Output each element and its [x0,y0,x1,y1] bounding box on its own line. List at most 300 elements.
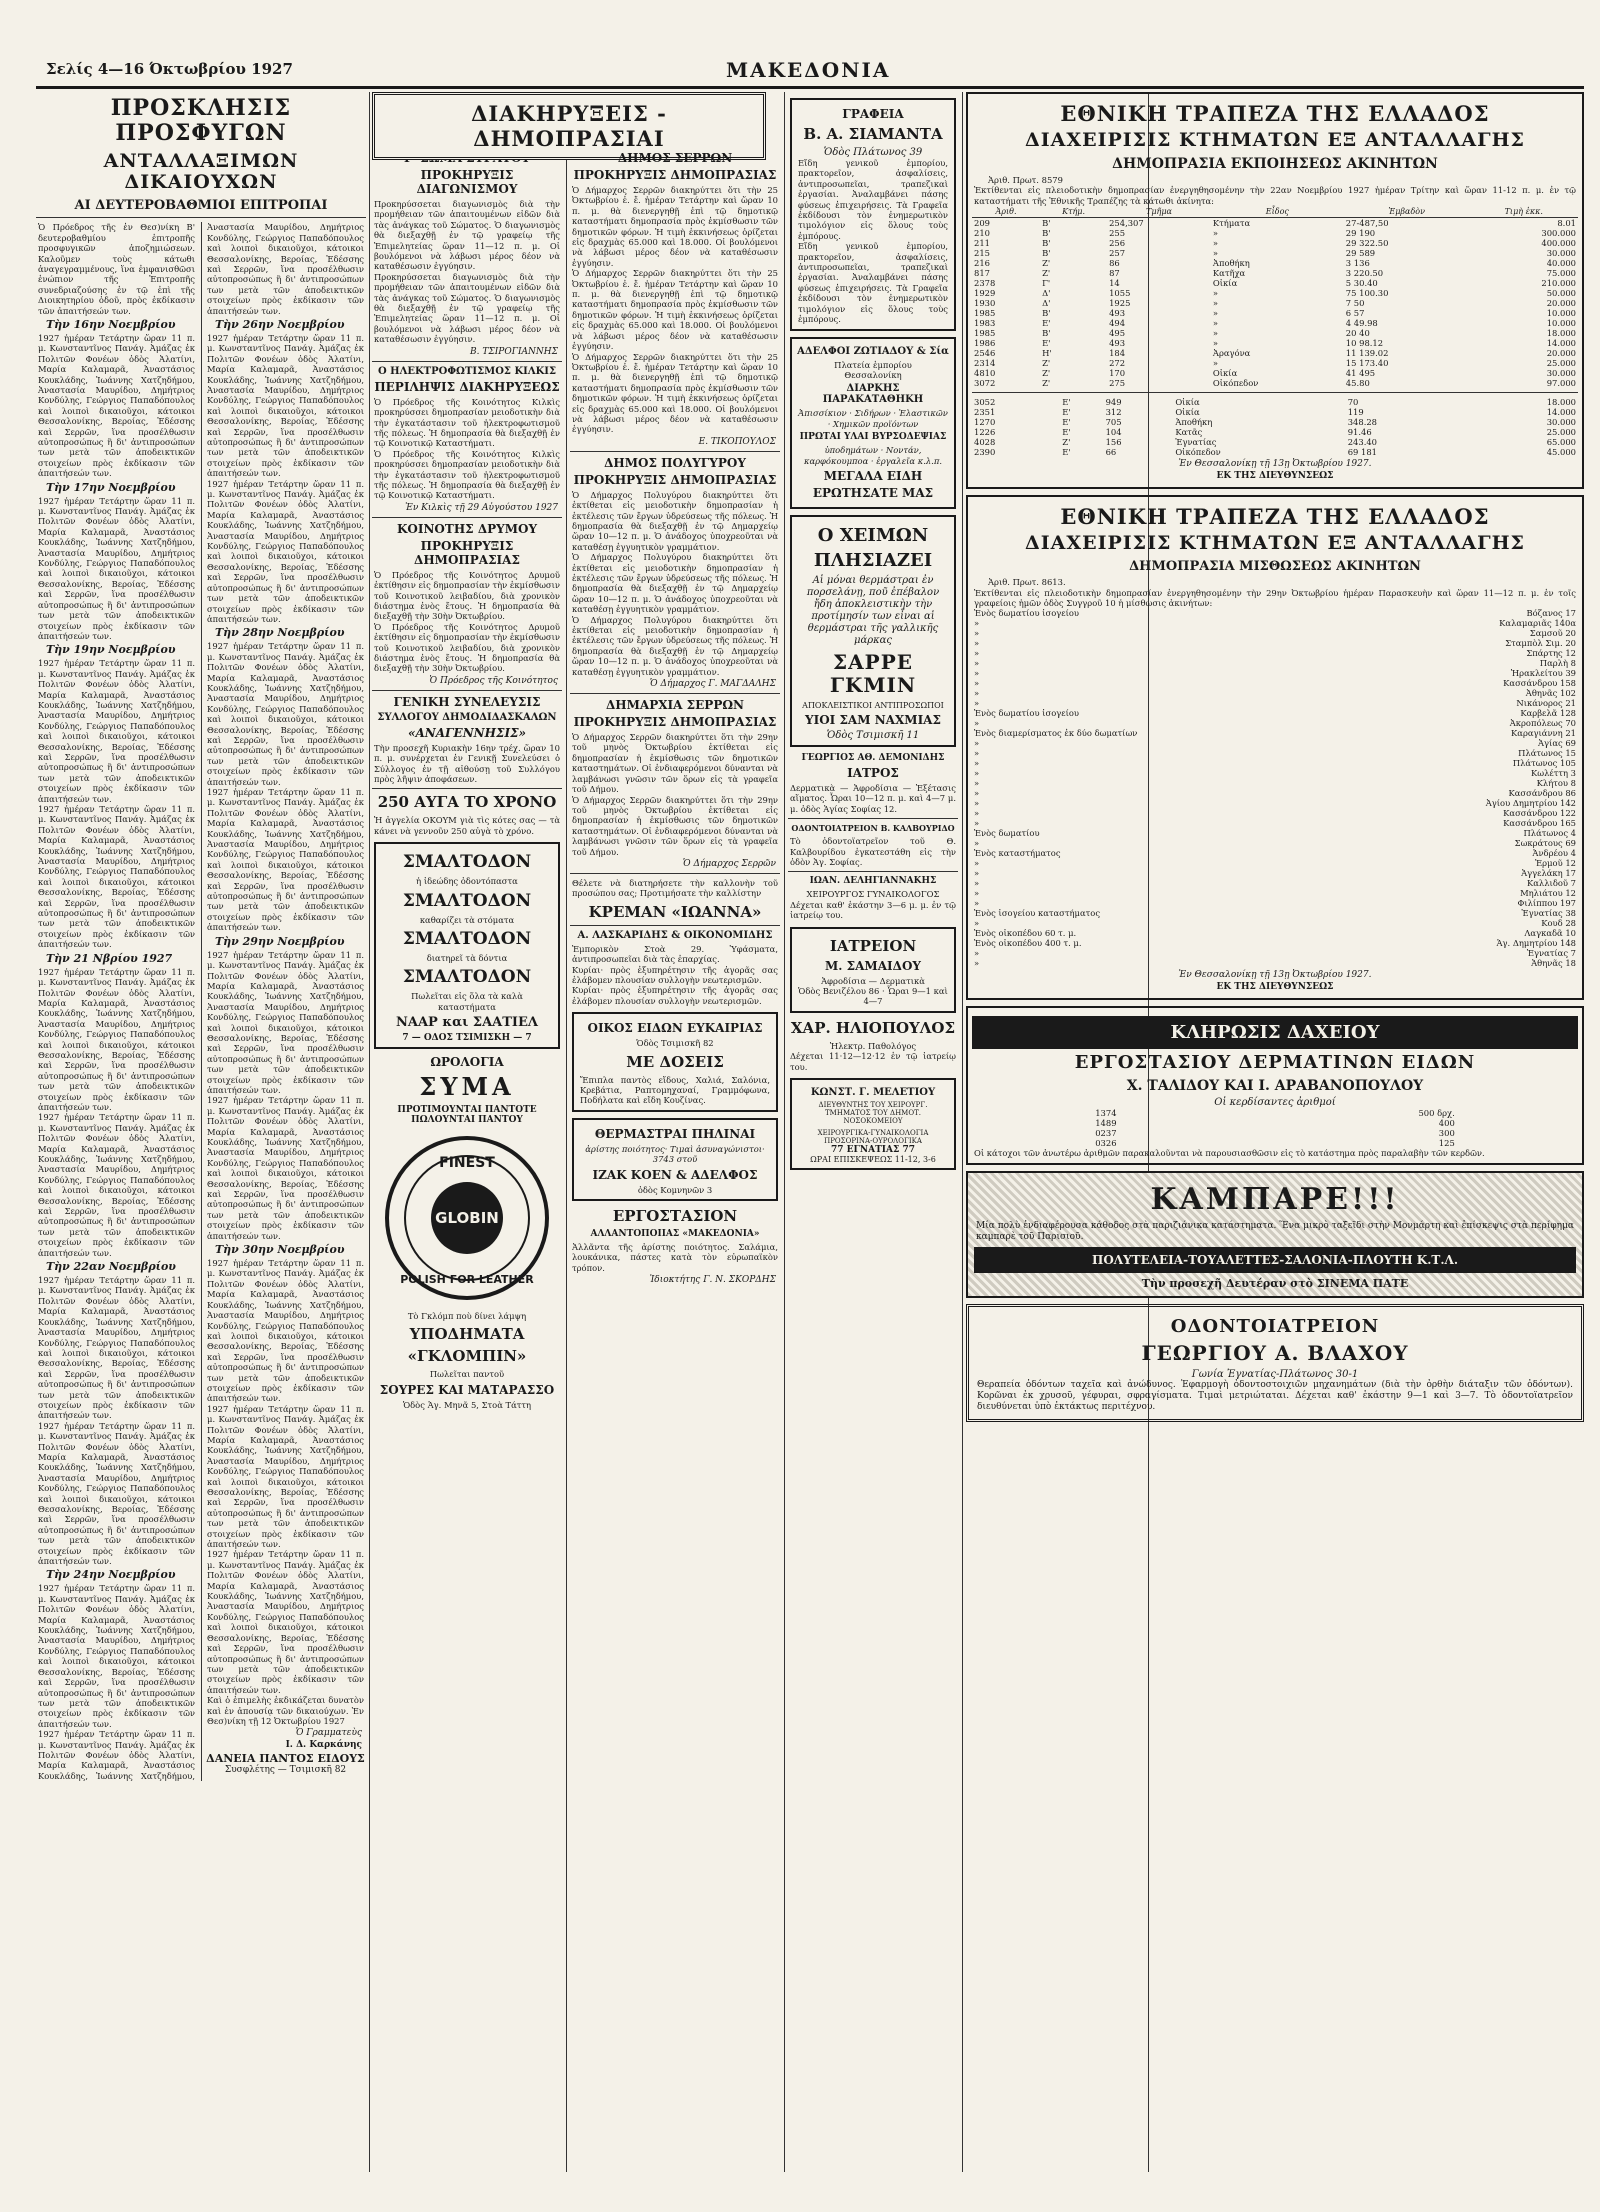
vlachos-dentist-ad [966,1304,1584,1422]
table-cell: » [974,918,980,929]
table-cell: » [974,648,980,659]
table-cell: Ε' [1062,427,1071,438]
watches-tagline: ΠΡΟΤΙΜΟΥΝΤΑΙ ΠΑΝΤΟΤΕ ΠΩΛΟΥΝΤΑΙ ΠΑΝΤΟΥ [397,1104,537,1125]
table-cell: 41 495 [1345,368,1376,379]
table-cell: 493 [1109,308,1126,319]
bank-sale-body: Ἐκτίθενται εἰς πλειοδοτικὴν δημοπρασίαν ἐνεργηθησομένην τὴν 22αν Νοεμβρίου 1927 ἡμέραν Τρίτην καὶ ὥραν 11-12 π. μ. ἐν τῷ καταστήματι τῆς Ἐθνικῆς Τραπέζης τὰ κάτωθι ἀκίνητα: [974,185,1576,206]
table-cell: 69 181 [1347,447,1378,458]
eggs-ad-body: Ἡ ἀγγελία ΟΚΟΥΜ γιὰ τὶς κότες σας — τὰ κάνει νὰ γεννοῦν 250 αὐγὰ τὸ χρόνο. [374,815,560,836]
table-cell: 500 δρχ. [1418,1108,1455,1119]
globin-sold: Πωλεῖται παντοῦ [429,1369,505,1380]
table-cell: Ἐγνατίας [1175,437,1217,448]
table-cell: » [974,638,980,649]
table-cell: 210 [974,228,990,239]
notice-paragraph: 1927 ἡμέραν Τετάρτην ὥραν 11 π. μ. Κωνσταντῖνος Πανάγ. Ἀμάζας ἐκ Πολιτῶν Φονέων ὁδὸς Ἀλατίνι, Μαρία Καλαμαρᾶ, Ἀναστάσιος Κουκλάδης, Ἰωάννης Χατζηδήμου, Ἀναστασία Μαυρίδου, Δημήτριος Κονδύλης, Γεώργιος Παπαδόπουλος καὶ λοιποὶ δικαιοῦχοι, κάτοικοι Θεσσαλονίκης, Βεροίας, Ἐδέσσης καὶ Σερρῶν, ἵνα προσέλθωσιν αὐτοπροσώπως ἢ δι' ἀντιπροσώπων των μετὰ τῶν ἀποδεικτικῶν στοιχείων πρὸς ἐκδίκασιν τῶν ἀπαιτήσεών των. [207,1095,364,1241]
polygyros-title: ΔΗΜΟΣ ΠΟΛΥΓΥΡΟΥ [604,455,746,470]
smaltodon-brand: ΣΜΑΛΤΟΔΟΝ [402,852,532,873]
vlachos-name: ΓΕΩΡΓΙΟΥ Α. ΒΛΑΧΟΥ [1141,1340,1409,1365]
stove-winter: Ο ΧΕΙΜΩΝ [817,524,929,546]
table-cell: Ἀθηνᾶς 18 [1531,958,1576,969]
table-cell: Ε' [1062,447,1071,458]
table-cell: » [974,628,980,639]
table-row [972,278,1578,288]
assembly-subtitle: ΣΥΛΛΟΓΟΥ ΔΗΜΟΔΙΔΑΣΚΑΛΩΝ [377,711,557,723]
table-cell: » [1212,318,1219,329]
globin-logo [372,1133,562,1303]
demonidis-name: ΓΕΩΡΓΙΟΣ ΑΘ. ΔΕΜΟΝΙΔΗΣ [801,752,945,763]
table-cell: 1226 [974,427,996,438]
bank-sale-title: ΔΗΜΟΠΡΑΣΙΑ ΕΚΠΟΙΗΣΕΩΣ ΑΚΙΝΗΤΩΝ [1112,155,1438,172]
stamp-top-text: FINEST [439,1154,495,1171]
date-heading: Τὴν 29ην Νοεμβρίου [215,934,345,948]
table-cell: Ἐγνατίας 7 [1526,948,1576,959]
table-cell: » [974,948,980,959]
serres-mayor-title: ΔΗΜΑΡΧΙΑ ΣΕΡΡΩΝ [605,698,744,713]
date-heading: Τὴν 24ην Νοεμβρίου [46,1568,176,1582]
laskaridis-title: Α. ΛΑΣΚΑΡΙΔΗΣ & ΟΙΚΟΝΟΜΙΔΗΣ [577,929,773,941]
table-cell: Ζ' [1062,437,1071,448]
table-cell: 27-487,50 [1345,218,1389,229]
table-cell: Οἰκία [1212,278,1238,289]
table-cell: 156 [1105,437,1122,448]
table-cell: 87 [1109,268,1120,279]
bank-sale-ref: Ἀριθ. Πρωτ. 8579 [988,174,1063,185]
zotiadou-ad [790,337,956,509]
table-cell: Οἰκία [1175,407,1200,418]
business-column-a [788,92,958,2172]
table-row [972,328,1578,338]
date-heading: Τὴν 21 Νβρίου 1927 [46,951,173,965]
divider [972,392,1578,393]
table-row [972,798,1578,808]
siamanta-name: Β. Α. ΣΙΑΜΑΝΤΑ [803,125,943,143]
table-row [972,298,1578,308]
table-cell: 3 220.50 [1345,268,1384,279]
table-row [972,698,1578,708]
column-header: Κτήμ. [1040,206,1107,218]
divider [372,361,562,362]
table-cell: Ε' [1062,417,1071,428]
table-row [972,838,1578,848]
table-row [972,338,1578,348]
table-cell: Καλαμαριᾶς 140α [1499,618,1576,629]
lottery-factory: ΕΡΓΟΣΤΑΣΙΟΥ ΔΕΡΜΑΤΙΝΩΝ ΕΙΔΩΝ [1074,1052,1476,1074]
table-cell: 14 [1109,278,1120,289]
table-cell: » [974,788,980,799]
table-cell: Ἡρακλείτου 39 [1510,668,1576,679]
notice-intro: Ὁ Πρόεδρος τῆς ἐν Θεσ)νίκη Β' δευτεροβαθμίου ἐπιτροπῆς προσφυγικῶν ἀποζημιώσεων. Καλοῦμεν τοὺς κάτωθι ἀναγεγραμμένους, ἵνα ἐμφανισθῶσι ἐνώπιον τῆς Ἐπιτροπῆς συνεδριαζούσης ἐν τῷ ἐπὶ τῆς Διοικητηρίου ὁδοῦ, πρὸς ἐκδίκασιν τῶν ἀπαιτήσεών των. [38,222,195,316]
bank-lease-ref: Ἀριθ. Πρωτ. 8613. [988,577,1066,588]
bargain-house-ad [572,1012,778,1112]
bank-title: ΕΘΝΙΚΗ ΤΡΑΠΕΖΑ ΤΗΣ ΕΛΛΑΔΟΣ [1060,504,1490,530]
refugee-notice-column [36,92,366,2172]
stove-ad [790,515,956,747]
table-cell: 11 139.02 [1345,348,1389,359]
table-row [972,248,1578,258]
bank-title: ΕΘΝΙΚΗ ΤΡΑΠΕΖΑ ΤΗΣ ΕΛΛΑΔΟΣ [1060,101,1490,126]
table-cell: Β' [1042,238,1051,249]
table-cell: » [974,678,980,689]
table-cell: 91.46 [1347,427,1372,438]
kalvouridis-name: ΟΔΟΝΤΟΙΑΤΡΕΙΟΝ Β. ΚΑΛΒΟΥΡΙΔΟ [791,823,955,834]
table-cell: 86 [1109,258,1120,269]
table-cell: » [974,718,980,729]
table-cell: » [974,868,980,879]
table-row [972,828,1578,838]
table-cell: Ε' [1042,318,1051,329]
sausage-factory-title: ΕΡΓΟΣΤΑΣΙΟΝ [612,1207,738,1226]
table-cell: Φιλίππου 197 [1517,898,1576,909]
column-header: Τιμὴ ἐκκ. [1470,206,1578,218]
table-cell: 300 [1438,1128,1455,1139]
bank-sale-notice [966,92,1584,489]
table-cell: 25.000 [1546,427,1576,438]
table-cell: 25.000 [1546,358,1576,369]
bank-lease-notice [966,495,1584,1000]
notice-paragraph: 1927 ἡμέραν Τετάρτην ὥραν 11 π. μ. Κωνσταντῖνος Πανάγ. Ἀμάζας ἐκ Πολιτῶν Φονέων ὁδὸς Ἀλατίνι, Μαρία Καλαμαρᾶ, Ἀναστάσιος Κουκλάδης, Ἰωάννης Χατζηδήμου, Ἀναστασία Μαυρίδου, Δημήτριος Κονδύλης, Γεώργιος Παπαδόπουλος καὶ λοιποὶ δικαιοῦχοι, κάτοικοι Θεσσαλονίκης, Βεροίας, Ἐδέσσης καὶ Σερρῶν, ἵνα προσέλθωσιν αὐτοπροσώπως ἢ δι' ἀντιπροσώπων των μετὰ τῶν ἀποδεικτικῶν στοιχείων πρὸς ἐκδίκασιν τῶν ἀπαιτήσεών των. [38,222,364,1781]
table-row [972,808,1578,818]
stove-agents: ΥΙΟΙ ΣΑΜ ΝΑΧΜΙΑΣ [805,712,941,727]
table-cell: 45.000 [1546,447,1576,458]
table-row [972,888,1578,898]
table-row [972,718,1578,728]
table-cell: 3 136 [1345,258,1370,269]
watches-brand: ΣΥΜΑ [419,1072,515,1102]
table-cell: Νικάνορος 21 [1516,698,1576,709]
table-row [972,958,1578,968]
table-row [972,728,1578,738]
table-cell: Κασσάνδρου 158 [1503,678,1576,689]
table-row [972,948,1578,958]
iliopoulos-title: Ἠλεκτρ. Παθολόγος [829,1040,917,1051]
table-cell: » [1212,328,1219,339]
table-cell: 30.000 [1546,368,1576,379]
cabaret-venue: Τὴν προσεχῆ Δευτέραν στὸ ΣΙΝΕΜΑ ΠΑΤΕ [1141,1277,1409,1290]
table-cell: Ἀγίας 69 [1537,738,1576,749]
table-cell: 10.000 [1546,318,1576,329]
table-cell: 4810 [974,368,996,379]
date-heading: Τὴν 19ην Νοεμβρίου [46,643,176,657]
date-heading: Τὴν 22αν Νοεμβρίου [46,1260,176,1274]
date-heading: Τὴν 26ην Νοεμβρίου [215,317,345,331]
cabaret-title: ΚΑΜΠΑΡΕ!!! [1150,1181,1400,1217]
column-header: Τμῆμα [1107,206,1211,218]
table-cell: » [1212,228,1219,239]
tender-body: Προκηρύσσεται διαγωνισμὸς διὰ τὴν προμήθειαν τῶν ἀπαιτουμένων εἰδῶν διὰ τὰς ἀνάγκας τοῦ Σώματος. Ὁ διαγωνισμὸς θὰ διεξαχθῇ ἐν τῷ γραφείῳ τῆς Ἐπιμελητείας ὥραν 11—12 π. μ. Οἱ βουλόμενοι νὰ λάβωσι μέρος δέον νὰ καταθέσωσιν ἐγγύησιν. [374,199,560,272]
siamanta-body: Εἴδη γενικοῦ ἐμπορίου, πρακτορεῖον, ἀσφαλίσεις, ἀντιπροσωπεῖαι, τραπεζικαὶ ἐργασίαι. Ἀναλαμβάνει πάσης φύσεως ἐπιχειρήσεις. Τὰ Γραφεῖα ἐκδίδουσι τὸν ἐνημερωτικὸν τιμολόγιον εἰς ὅλους τοὺς ἐμπόρους. [798,158,948,241]
drymos-body: Ὁ Πρόεδρος τῆς Κοινότητος Δρυμοῦ ἐκτίθησιν εἰς δημοπρασίαν τὴν ἐκμίσθωσιν τοῦ Κοινοτικοῦ λειβαδίου, διὰ χρονικὸν διάστημα ἑνὸς ἔτους. Ἡ δημοπρασία θὰ διεξαχθῇ τὴν 30ὴν Ὀκτωβρίου. [374,569,561,622]
table-cell: » [974,698,980,709]
table-row [972,218,1578,229]
table-cell: » [974,808,980,819]
table-cell: 300.000 [1541,228,1576,239]
table-cell: 210.000 [1541,278,1576,289]
table-cell: 97.000 [1546,378,1576,389]
table-cell: 1055 [1109,288,1131,299]
table-cell: Κασσάνδρου 165 [1503,818,1576,829]
assembly-body: Τὴν προσεχῆ Κυριακὴν 16ην τρέχ. ὥραν 10 π. μ. συνέρχεται ἐν Γενικῇ Συνελεύσει ὁ Σύλλογος ἐν τῇ αἰθούσῃ τοῦ Συλλόγου πρὸς λῆψιν ἀποφάσεων. [374,742,560,785]
table-cell: Ἀποθήκη [1212,258,1250,269]
table-cell: Σωκράτους 69 [1514,838,1576,849]
bargain-title: ΟΙΚΟΣ ΕΙΔΩΝ ΕΥΚΑΙΡΙΑΣ [587,1021,763,1036]
table-cell: 216 [974,258,990,269]
table-cell: » [974,658,980,669]
serres-subtitle: ΠΡΟΚΗΡΥΞΙΣ ΔΗΜΟΠΡΑΣΙΑΣ [573,168,777,182]
table-cell: Ἑνὸς οἰκοπέδου 400 τ. μ. [974,938,1082,949]
bargain-body: Ἔπιπλα παντὸς εἴδους, Χαλιά, Σαλόνια, Κρεβάτια, Ραπτομηχαναί, Γραμμόφωνα, Ποδήλατα καὶ εἴδη Κουζίνας. [580,1074,770,1106]
table-cell: » [974,748,980,759]
signature-title: Ὁ Γραμματεὺς [295,1728,362,1739]
table-row [972,708,1578,718]
table-cell: 30.000 [1546,248,1576,259]
table-header [972,206,1578,218]
table-row [972,638,1578,648]
loans-ad: ΔΑΝΕΙΑ ΠΑΝΤΟΣ ΕΙΔΟΥΣ [206,1752,365,1766]
table-cell: 3072 [974,378,996,389]
table-cell: Οἰκόπεδον [1212,378,1259,389]
table-cell: » [974,888,980,899]
table-cell: Οἰκόπεδον [1175,447,1221,458]
table-cell: 949 [1105,397,1122,408]
table-cell: 170 [1109,368,1126,379]
date-heading: Τὴν 17ην Νοεμβρίου [46,480,176,494]
column-header: Εἶδος [1211,206,1344,218]
table-cell: Κασσάνδρου 86 [1508,788,1576,799]
table-cell: 495 [1109,328,1126,339]
municipal-column [570,92,780,2172]
iliopoulos-name: ΧΑΡ. ΗΛΙΟΠΟΥΛΟΣ [790,1018,956,1037]
table-cell: » [974,818,980,829]
notice-title: ΠΡΟΣΚΛΗΣΙΣ ΠΡΟΣΦΥΓΩΝ [110,95,292,147]
divider [372,517,562,518]
table-cell: Ἑνὸς διαμερίσματος ἐκ δύο δωματίων [974,728,1138,739]
table-cell: 255 [1109,228,1126,239]
table-cell: » [974,898,980,909]
table-row [972,378,1578,388]
bank-lease-signature: ΕΚ ΤΗΣ ΔΙΕΥΘΥΝΣΕΩΣ [1216,982,1334,993]
smaltodon-tagline: καθαρίζει τὰ στόματα [419,914,515,925]
zotiadou-items: Ἀπισσίκιον · Σιδήρων · Ἐλαστικῶν · Χημικῶν προϊόντων [798,408,948,429]
table-cell: 211 [974,238,990,249]
table-cell: Ἑνὸς οἰκοπέδου 60 τ. μ. [974,928,1077,939]
heaters-seller: ΙΖΑΚ ΚΟΕΝ & ΑΔΕΛΦΟΣ [592,1167,758,1182]
tender-signature: Β. ΤΣΙΡΟΓΙΑΝΝΗΣ [470,346,558,357]
table-cell: 348.28 [1347,417,1378,428]
table-cell: » [974,738,980,749]
lottery-table [1093,1108,1457,1148]
polygyros-body: Ὁ Δήμαρχος Πολυγύρου διακηρύττει ὅτι ἐκτίθεται εἰς μειοδοτικὴν δημοπρασίαν ἡ ἐκτέλεσις τῶν ἔργων ὑδρεύσεως τῆς πόλεως. Ἡ δημοπρασία θὰ διεξαχθῇ ἐν τῷ Δημαρχείῳ ὥραν 10—12 π. μ. Ὁ ἀνάδοχος ὑποχρεοῦται νὰ καταθέσῃ ἐγγυητικὸν γραμμάτιον. [572,552,778,615]
table-cell: Σπάρτης 12 [1526,648,1576,659]
table-row [972,427,1578,437]
table-cell: 493 [1109,338,1126,349]
serres-mayor-subtitle: ΠΡΟΚΗΡΥΞΙΣ ΔΗΜΟΠΡΑΣΙΑΣ [573,715,777,730]
table-cell: » [974,758,980,769]
polygyros-signature: Ὁ Δήμαρχος Γ. ΜΑΓΔΑΛΗΣ [649,679,776,690]
samaidou-name: Μ. ΣΑΜΑΙΔΟΥ [825,958,921,973]
lottery-notice [966,1006,1584,1164]
table-cell: Ἐγνατίας 38 [1521,908,1576,919]
table-cell: Σταμπὸλ Σιμ. 20 [1505,638,1576,649]
table-cell: 1985 [974,328,996,339]
table-cell: 1983 [974,318,996,329]
divider [372,788,562,789]
table-cell: 2390 [974,447,996,458]
divider [570,693,780,694]
table-row [972,437,1578,447]
table-cell: 2314 [974,358,996,369]
notice-paragraph: 1927 ἡμέραν Τετάρτην ὥραν 11 π. μ. Κωνσταντῖνος Πανάγ. Ἀμάζας ἐκ Πολιτῶν Φονέων ὁδὸς Ἀλατίνι, Μαρία Καλαμαρᾶ, Ἀναστάσιος Κουκλάδης, Ἰωάννης Χατζηδήμου, Ἀναστασία Μαυρίδου, Δημήτριος Κονδύλης, Γεώργιος Παπαδόπουλος καὶ λοιποὶ δικαιοῦχοι, κάτοικοι Θεσσαλονίκης, Βεροίας, Ἐδέσσης καὶ Σερρῶν, ἵνα προσέλθωσιν αὐτοπροσώπως ἢ δι' ἀντιπροσώπων των μετὰ τῶν ἀποδεικτικῶν στοιχείων πρὸς ἐκδίκασιν τῶν ἀπαιτήσεών των. [207,1403,364,1550]
sausage-factory-body: Ἀλλᾶντα τῆς ἀρίστης ποιότητος. Σαλάμια, λουκάνικα, πάστες κατὰ τὸν εὐρωπαϊκὸν τρόπον. [572,1242,778,1273]
table-row [972,738,1578,748]
globin-shoes: ΥΠΟΔΗΜΑΤΑ [409,1325,525,1344]
table-row [972,318,1578,328]
sale-table-2-body [972,397,1578,457]
smaltodon-brand: ΣΜΑΛΤΟΔΟΝ [402,890,532,911]
table-cell: 1930 [974,298,996,309]
table-cell: Ἁγ. Δημητρίου 148 [1496,938,1576,949]
table-cell: 18.000 [1546,328,1576,339]
table-cell: 494 [1109,318,1126,329]
vlachos-body: Θεραπεία ὀδόντων ταχεῖα καὶ ἀνώδυνος. Ἐφαρμογὴ ὀδοντοστοιχιῶν μηχανημάτων (διὰ τὴν ὀρθὴν διάταξιν τῶν ὀδόντων). Κορῶναι ἐκ χρυσοῦ, γέφυραι, σφραγίσματα. Τιμαὶ μετριώταται. Δέχεται καθ' ἑκάστην 9—1 καὶ 3—7. Τὸ ὀδοντοϊατρεῖον διευθύνεται ὑπὸ ἐκτάκτως περιτέχνου. [977,1379,1573,1412]
table-cell: 257 [1109,248,1126,259]
table-cell: 75.000 [1546,268,1576,279]
notice-paragraph: 1927 ἡμέραν Τετάρτην ὥραν 11 π. μ. Κωνσταντῖνος Πανάγ. Ἀμάζας ἐκ Πολιτῶν Φονέων ὁδὸς Ἀλατίνι, Μαρία Καλαμαρᾶ, Ἀναστάσιος Κουκλάδης, Ἰωάννης Χατζηδήμου, Ἀναστασία Μαυρίδου, Δημήτριος Κονδύλης, Γεώργιος Παπαδόπουλος καὶ λοιποὶ δικαιοῦχοι, κάτοικοι Θεσσαλονίκης, Βεροίας, Ἐδέσσης καὶ Σερρῶν, ἵνα προσέλθωσιν αὐτοπροσώπως ἢ δι' ἀντιπροσώπων των μετὰ τῶν ἀποδεικτικῶν στοιχείων πρὸς ἐκδίκασιν τῶν ἀπαιτήσεών των. [38,495,195,641]
table-row [972,788,1578,798]
column-divider [369,92,370,2172]
serres-mayor-body: Ὁ Δήμαρχος Σερρῶν διακηρύττει ὅτι τὴν 29ην τοῦ μηνὸς Ὀκτωβρίου ἐκτίθεται εἰς δημοπρασίαν ἡ ἐκμίσθωσις τῶν δημοτικῶν καταστημάτων. Οἱ ἐνδιαφερόμενοι δύνανται νὰ λαμβάνωσι γνῶσιν τῶν ὅρων εἰς τὰ γραφεῖα τοῦ Δήμου. [572,794,778,857]
table-cell: 256 [1109,238,1126,249]
table-cell: 184 [1109,348,1126,359]
table-cell: Ε' [1042,338,1051,349]
table-row [972,407,1578,417]
table-row [972,608,1578,618]
table-cell: 29 322.50 [1345,238,1389,249]
lottery-title: ΚΛΗΡΩΣΙΣ ΔΑΧΕΙΟΥ [972,1016,1578,1049]
table-row [972,618,1578,628]
table-cell: 65.000 [1546,437,1576,448]
table-cell: » [974,768,980,779]
table-row [972,308,1578,318]
table-cell: 243.40 [1347,437,1378,448]
table-cell: Σαμσοῦ 20 [1529,628,1576,639]
table-cell: » [1212,358,1219,369]
table-cell: » [974,858,980,869]
table-row [972,878,1578,888]
drymos-signature: Ὁ Πρόεδρος τῆς Κοινότητος [429,675,558,686]
smaltodon-tagline: Πωλεῖται εἰς ὅλα τὰ καλὰ καταστήματα [411,991,523,1012]
table-cell: » [974,838,980,849]
zotiadou-name: ΑΔΕΛΦΟΙ ΖΩΤΙΑΔΟΥ & Σία [797,345,949,357]
table-cell: Κουδ 28 [1541,918,1576,929]
table-cell: Ε' [1062,407,1071,418]
table-cell: 4 49.98 [1345,318,1378,329]
deligiannakis-name: ΙΩΑΝ. ΔΕΛΗΓΙΑΝΝΑΚΗΣ [809,876,937,887]
stove-body: Αἱ μόναι θερμάστραι ἐν πορσελάνῃ, ποῦ ἐπέβαλον ἤδη ἀποκλειστικὴν τὴν προτίμησίν των εἶναι αἱ θερμάστραι τῆς γαλλικῆς μάρκας [806,574,940,646]
sausage-factory-name: ΑΛΛΑΝΤΟΠΟΙΙΑΣ «ΜΑΚΕΔΟΝΙΑ» [590,1229,760,1240]
stove-address: Ὁδὸς Τσιμισκῆ 11 [826,729,920,741]
date-heading: Τὴν 30ην Νοεμβρίου [215,1243,345,1257]
table-cell: 1986 [974,338,996,349]
tender-body: Προκηρύσσεται διαγωνισμὸς διὰ τὴν προμήθειαν τῶν ἀπαιτουμένων εἰδῶν διὰ τὰς ἀνάγκας τοῦ Σώματος. Ὁ διαγωνισμὸς θὰ διεξαχθῇ ἐν τῷ γραφείῳ τῆς Ἐπιμελητείας ὥραν 11—12 π. μ. Οἱ βουλόμενοι νὰ λάβωσι μέρος δέον νὰ καταθέσωσιν ἐγγύησιν. [374,271,560,345]
zotiadou-city: Θεσσαλονίκη [844,369,902,380]
sale-table [972,206,1578,388]
table-cell: 1374 [1095,1108,1117,1119]
meletiou-hours: ΩΡΑΙ ΕΠΙΣΚΕΨΕΩΣ 11-12, 3-6 [810,1155,936,1165]
table-cell: » [1212,308,1219,319]
table-cell: Β' [1042,228,1051,239]
sale-table-2 [972,397,1578,457]
lottery-owners: Χ. ΤΑΛΙΔΟΥ ΚΑΙ Ι. ΑΡΑΒΑΝΟΠΟΥΛΟΥ [1126,1078,1424,1095]
fashion-body: Κυρίαι· πρὸς ἐξυπηρέτησιν τῆς ἀγορᾶς σας ἐλάβομεν πλουσίαν συλλογὴν νεωτερισμῶν. [572,964,778,985]
table-row [972,648,1578,658]
notice-paragraph: 1927 ἡμέραν Τετάρτην ὥραν 11 π. μ. Κωνσταντῖνος Πανάγ. Ἀμάζας ἐκ Πολιτῶν Φονέων ὁδὸς Ἀλατίνι, Μαρία Καλαμαρᾶ, Ἀναστάσιος Κουκλάδης, Ἰωάννης Χατζηδήμου, Ἀναστασία Μαυρίδου, Δημήτριος Κονδύλης, Γεώργιος Παπαδόπουλος καὶ λοιποὶ δικαιοῦχοι, κάτοικοι Θεσσαλονίκης, Βεροίας, Ἐδέσσης καὶ Σερρῶν, ἵνα προσέλθωσιν αὐτοπροσώπως ἢ δι' ἀντιπροσώπων των μετὰ τῶν ἀποδεικτικῶν στοιχείων πρὸς ἐκδίκασιν τῶν ἀπαιτήσεών των. [207,1258,364,1404]
samaidou-ad [790,927,956,1013]
table-row [972,818,1578,828]
polygyros-body: Ὁ Δήμαρχος Πολυγύρου διακηρύττει ὅτι ἐκτίθεται εἰς μειοδοτικὴν δημοπρασίαν ἡ ἐκτέλεσις τῶν ἔργων ὑδρεύσεως τῆς πόλεως. Ἡ δημοπρασία θὰ διεξαχθῇ ἐν τῷ Δημαρχείῳ ὥραν 10—12 π. μ. Ὁ ἀνάδοχος ὑποχρεοῦται νὰ καταθέσῃ ἐγγυητικὸν γραμμάτιον. [572,489,778,552]
siamanta-address: Ὁδὸς Πλάτωνος 39 [823,147,923,158]
cream-ad-body: Θέλετε νὰ διατηρήσετε τὴν καλλονὴν τοῦ προσώπου σας; Προτιμήσατε τὴν καλλίστην [572,877,778,899]
table-cell: 66 [1105,447,1117,458]
table-cell: Ἀνδρέου 4 [1532,848,1576,859]
table-cell: Ἀγγελάκη 17 [1521,868,1576,879]
bank-sale-date: Ἐν Θεσσαλονίκῃ τῇ 13ῃ Ὀκτωβρίου 1927. [1178,459,1372,470]
table-cell: 125 [1438,1138,1455,1149]
table-cell: 20 40 [1345,328,1370,339]
table-row [972,758,1578,768]
table-cell: » [974,958,980,969]
table-cell: Ζ' [1042,378,1051,389]
table-cell: 1925 [1109,298,1131,309]
table-cell: 119 [1347,407,1364,418]
table-row [1093,1128,1457,1138]
lottery-table-body [1093,1108,1457,1148]
smaltodon-brand: ΣΜΑΛΤΟΔΟΝ [402,929,532,950]
zotiadou-stock: ΔΙΑΡΚΗΣ ΠΑΡΑΚΑΤΑΘΗΚΗ [822,383,924,406]
table-cell: » [974,688,980,699]
table-cell: Β' [1042,248,1051,259]
date-heading: Τὴν 28ην Νοεμβρίου [215,626,345,640]
samaidou-hours: Ὁδὸς Βενιζέλου 86 · Ὧραι 9—1 καὶ 4—7 [798,986,948,1007]
stamp-bottom-text: POLISH FOR LEATHER [400,1272,534,1286]
table-cell: Δ' [1042,288,1051,299]
table-cell: Ζ' [1042,368,1051,379]
table-cell: Ἑνὸς δωματίου [974,828,1040,839]
smaltodon-tagline: διατηρεῖ τὰ δόντια [426,953,508,964]
table-cell: 5 30.40 [1345,278,1378,289]
table-cell: Ζ' [1042,268,1051,279]
page-date: Σελίς 4—16 Όκτωβρίου 1927 [46,60,293,78]
announcements-column [372,92,667,2172]
bank-sale-signature: ΕΚ ΤΗΣ ΔΙΕΥΘΥΝΣΕΩΣ [1216,471,1334,482]
smaltodon-tagline: ἡ ἰδεώδης ὀδοντόπαστα [416,876,518,887]
kalvouridis-body: Τὸ ὀδοντοϊατρεῖον τοῦ Θ. Καλβουρίδου ἐγκατεστάθη εἰς τὴν ὁδὸν Ἁγ. Σοφίας. [790,836,956,867]
table-cell: 0237 [1095,1128,1117,1139]
globin-address: Ὁδὸς Ἁγ. Μηνᾶ 5, Στοὰ Τάττη [402,1399,532,1410]
drymos-body: Ὁ Πρόεδρος τῆς Κοινότητος Δρυμοῦ ἐκτίθησιν εἰς δημοπρασίαν τὴν ἐκμίσθωσιν τοῦ Κοινοτικοῦ λειβαδίου, διὰ χρονικὸν διάστημα ἑνὸς ἔτους. Ἡ δημοπρασία θὰ διεξαχθῇ τὴν 30ὴν Ὀκτωβρίου. [374,621,561,674]
table-cell: Ζ' [1042,358,1051,369]
table-cell: Πλάτωνος 4 [1523,828,1576,839]
vlachos-label: ΟΔΟΝΤΟΙΑΤΡΕΙΟΝ [1170,1316,1380,1337]
table-cell: Πλάτωνος 105 [1512,758,1576,769]
demonidis-title: ΙΑΤΡΟΣ [847,765,899,780]
notice-note: Καὶ ὁ ἐπιμελὴς ἐκδικάζεται δυνατὸν καὶ ἐν ἀπουσίᾳ τῶν δικαιούχων. Ἐν Θεσ)νίκη τῇ 12 Ὀκτωβρίου 1927 [207,1695,364,1726]
table-cell: » [974,778,980,789]
table-row [972,898,1578,908]
table-row [972,368,1578,378]
zotiadou-materials: ΠΡΩΤΑΙ ΥΛΑΙ ΒΥΡΣΟΔΕΨΙΑΣ [799,432,947,443]
table-cell: Κωλέττη 3 [1530,768,1576,779]
divider [570,451,780,452]
